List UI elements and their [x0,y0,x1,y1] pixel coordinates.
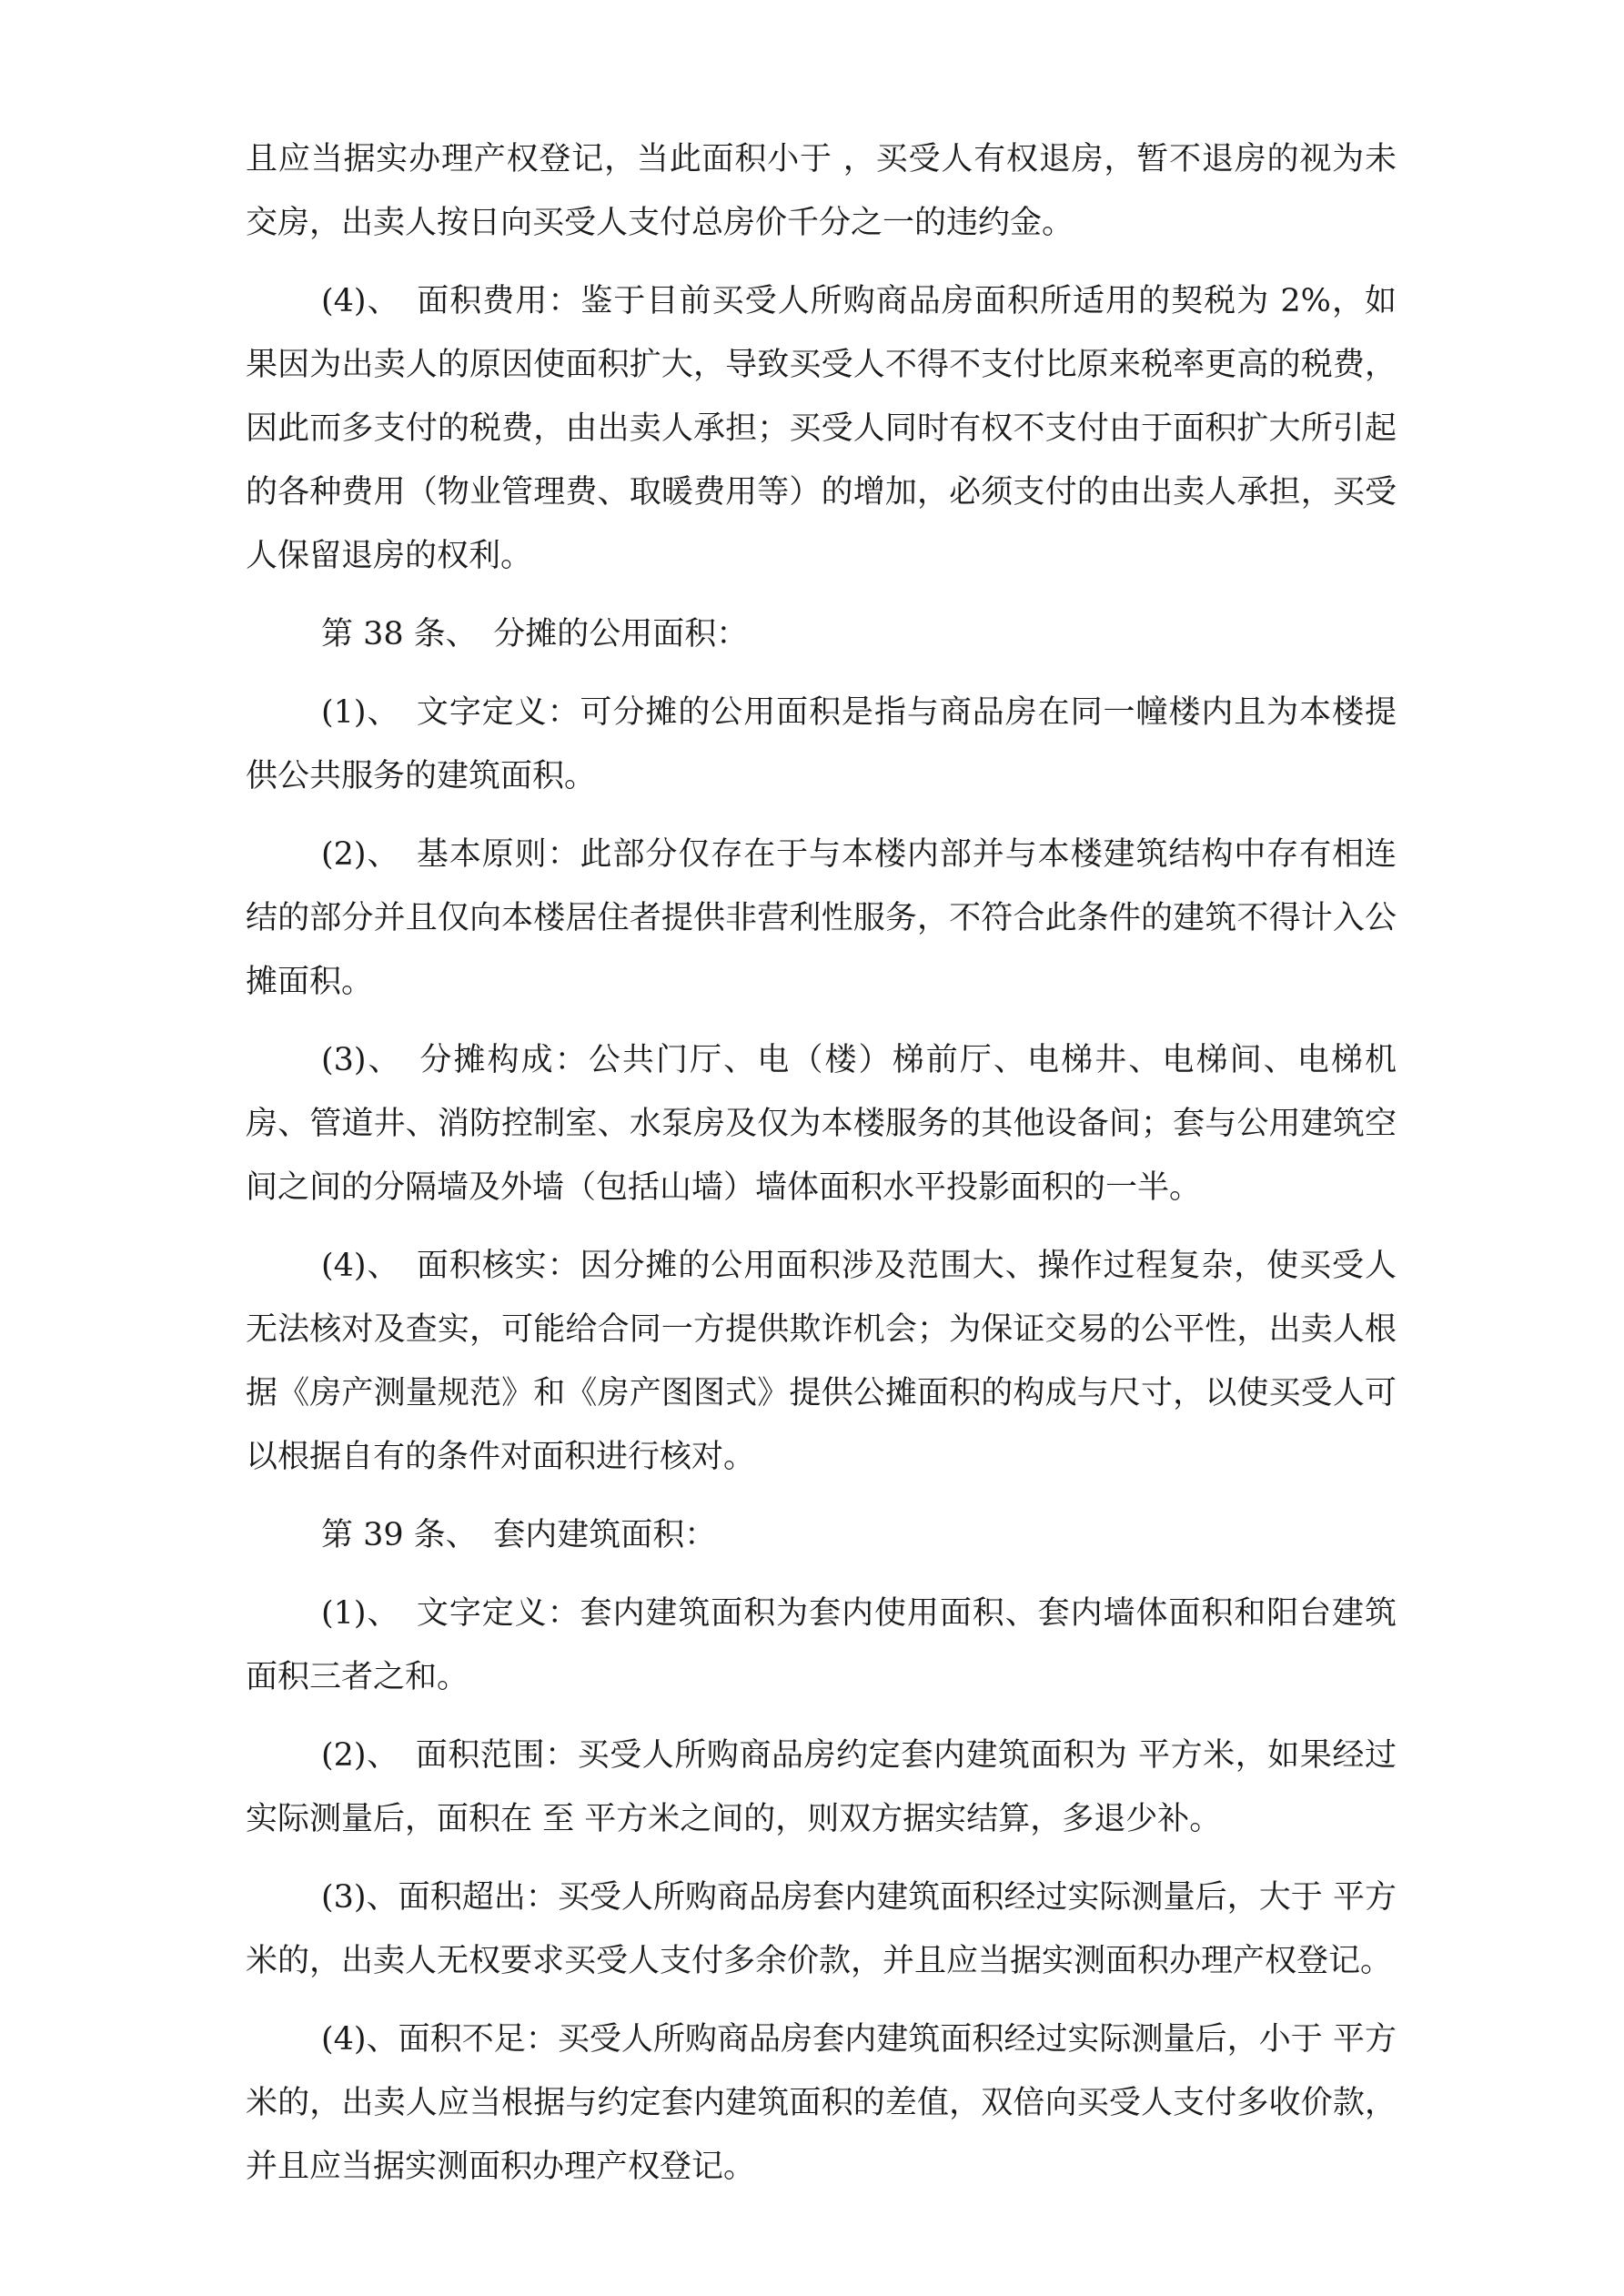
paragraph-39-definition: (1)、 文字定义：套内建筑面积为套内使用面积、套内墙体面积和阳台建筑面积三者之和。 [246,1595,1397,1695]
document-body [246,127,1397,2213]
paragraph-39-range: (2)、 面积范围：买受人所购商品房约定套内建筑面积为 平方米，如果经过实际测量后，面积在 至 平方米之间的，则双方据实结算，多退少补。 [246,1737,1397,1837]
paragraph-area-fee: (4)、 面积费用：鉴于目前买受人所购商品房面积所适用的契税为 2%，如果因为出卖人的原因使面积扩大，导致买受人不得不支付比原来税率更高的税费，因此而多支付的税费，由出卖人承担；买受人同时有权不支付由于面积扩大所引起的各种费用（物业管理费、取暖费用等）的增加，必须支付的由出卖人承担，买受人保留退房的权利。 [246,283,1397,574]
paragraph-continuation: 且应当据实办理产权登记，当此面积小于 ，买受人有权退房，暂不退房的视为未交房，出卖人按日向买受人支付总房价千分之一的违约金。 [246,141,1397,241]
article-39-heading: 第 39 条、 套内建筑面积： [321,1517,717,1553]
paragraph-38-definition: (1)、 文字定义：可分摊的公用面积是指与商品房在同一幢楼内且为本楼提供公共服务的建筑面积。 [246,694,1397,794]
article-38-heading: 第 38 条、 分摊的公用面积： [321,616,749,652]
paragraph-38-composition: (3)、 分摊构成：公共门厅、电（楼）梯前厅、电梯井、电梯间、电梯机房、管道井、消防控制室、水泵房及仅为本楼服务的其他设备间；套与公用建筑空间之间的分隔墙及外墙（包括山墙）墙体面积水平投影面积的一半。 [246,1042,1397,1206]
paragraph-38-verification: (4)、 面积核实：因分摊的公用面积涉及范围大、操作过程复杂，使买受人无法核对及查实，可能给合同一方提供欺诈机会；为保证交易的公平性，出卖人根据《房产测量规范》和《房产图图式》提供公摊面积的构成与尺寸，以使买受人可以根据自有的条件对面积进行核对。 [246,1248,1397,1475]
paragraph-39-shortfall: (4)、面积不足：买受人所购商品房套内建筑面积经过实际测量后，小于 平方米的，出卖人应当根据与约定套内建筑面积的差值，双倍向买受人支付多收价款，并且应当据实测面积办理产权登记。 [246,2021,1397,2185]
paragraph-38-principle: (2)、 基本原则：此部分仅存在于与本楼内部并与本楼建筑结构中存有相连结的部分并且仅向本楼居住者提供非营利性服务，不符合此条件的建筑不得计入公摊面积。 [246,836,1397,1000]
paragraph-39-excess: (3)、面积超出：买受人所购商品房套内建筑面积经过实际测量后，大于 平方米的，出卖人无权要求买受人支付多余价款，并且应当据实测面积办理产权登记。 [246,1879,1397,1979]
